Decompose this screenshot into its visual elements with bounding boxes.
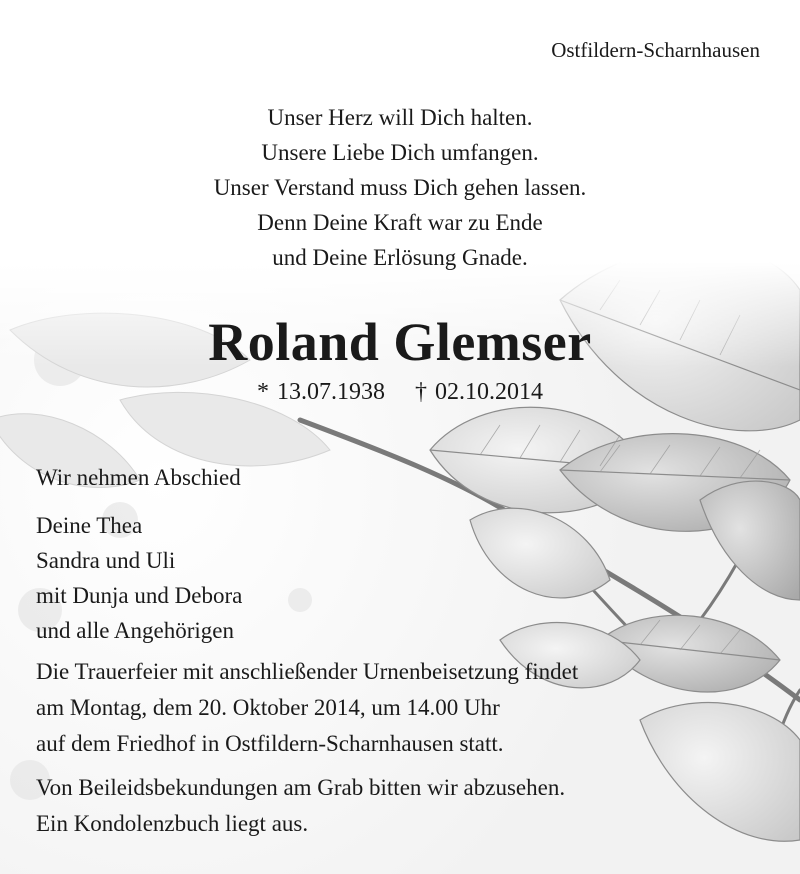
location-label: Ostfildern-Scharnhausen bbox=[551, 38, 760, 62]
ceremony-line: am Montag, dem 20. Oktober 2014, um 14.00 Uhr bbox=[36, 695, 500, 720]
ceremony-line: Die Trauerfeier mit anschließender Urnenbeisetzung findet bbox=[36, 659, 579, 684]
mourner-line: Sandra und Uli bbox=[36, 548, 176, 573]
poem-line: und Deine Erlösung Gnade. bbox=[272, 245, 528, 270]
ceremony-info bbox=[36, 654, 578, 762]
mourner-line: Deine Thea bbox=[36, 513, 143, 538]
life-dates bbox=[0, 377, 800, 407]
mourner-line: und alle Angehörigen bbox=[36, 618, 235, 643]
mourner-line: mit Dunja und Debora bbox=[36, 583, 243, 608]
deceased-name: Roland Glemser bbox=[208, 312, 592, 372]
note-line: Von Beileidsbekundungen am Grab bitten wir abzusehen. bbox=[36, 775, 566, 800]
birth-date: * 13.07.1938 bbox=[257, 379, 385, 405]
mourners-list bbox=[36, 508, 242, 648]
poem-line: Unser Verstand muss Dich gehen lassen. bbox=[213, 175, 587, 200]
note-line: Ein Kondolenzbuch liegt aus. bbox=[36, 811, 309, 836]
poem-line: Unser Herz will Dich halten. bbox=[267, 105, 533, 130]
ceremony-line: auf dem Friedhof in Ostfildern-Scharnhausen statt. bbox=[36, 731, 504, 756]
poem-line: Unsere Liebe Dich umfangen. bbox=[261, 140, 539, 165]
poem-line: Denn Deine Kraft war zu Ende bbox=[257, 210, 543, 235]
poem bbox=[0, 100, 800, 275]
condolence-note bbox=[36, 770, 565, 842]
death-date: † 02.10.2014 bbox=[415, 379, 543, 405]
farewell-heading: Wir nehmen Abschied bbox=[36, 465, 241, 490]
